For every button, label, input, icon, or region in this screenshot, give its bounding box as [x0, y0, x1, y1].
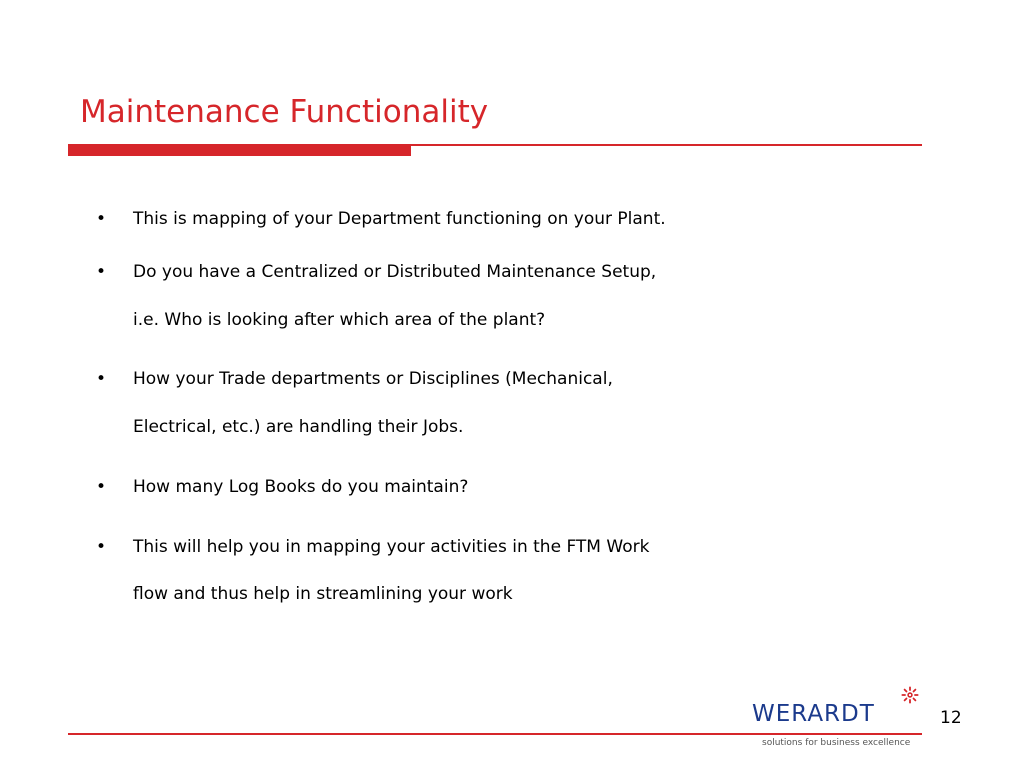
company-logo [752, 686, 922, 750]
logo-wordmark: WERARDT [752, 701, 875, 727]
bullet-marker: • [96, 209, 107, 229]
bullet-text: How your Trade departments or Disciplines (Mechanical, [133, 369, 613, 389]
bullet-text: Do you have a Centralized or Distributed Maintenance Setup, [133, 262, 657, 282]
footer-rule [68, 733, 922, 735]
bullet-text-continued: flow and thus help in streamlining your work [133, 584, 513, 604]
bullet-marker: • [96, 262, 107, 282]
bullet-marker: • [96, 537, 107, 557]
bullet-marker: • [96, 477, 107, 497]
slide-title: Maintenance Functionality [80, 94, 489, 130]
bullet-text-continued: Electrical, etc.) are handling their Jobs. [133, 417, 464, 437]
bullet-text-continued: i.e. Who is looking after which area of the plant? [133, 310, 546, 330]
bullet-text: How many Log Books do you maintain? [133, 477, 469, 497]
bullet-marker: • [96, 369, 107, 389]
gear-icon [901, 686, 919, 704]
bullet-text: This is mapping of your Department functioning on your Plant. [133, 209, 666, 229]
bullet-text: This will help you in mapping your activities in the FTM Work [133, 537, 650, 557]
title-underline-accent [68, 144, 411, 156]
page-number: 12 [940, 708, 962, 728]
logo-tagline: solutions for business excellence [762, 738, 911, 748]
